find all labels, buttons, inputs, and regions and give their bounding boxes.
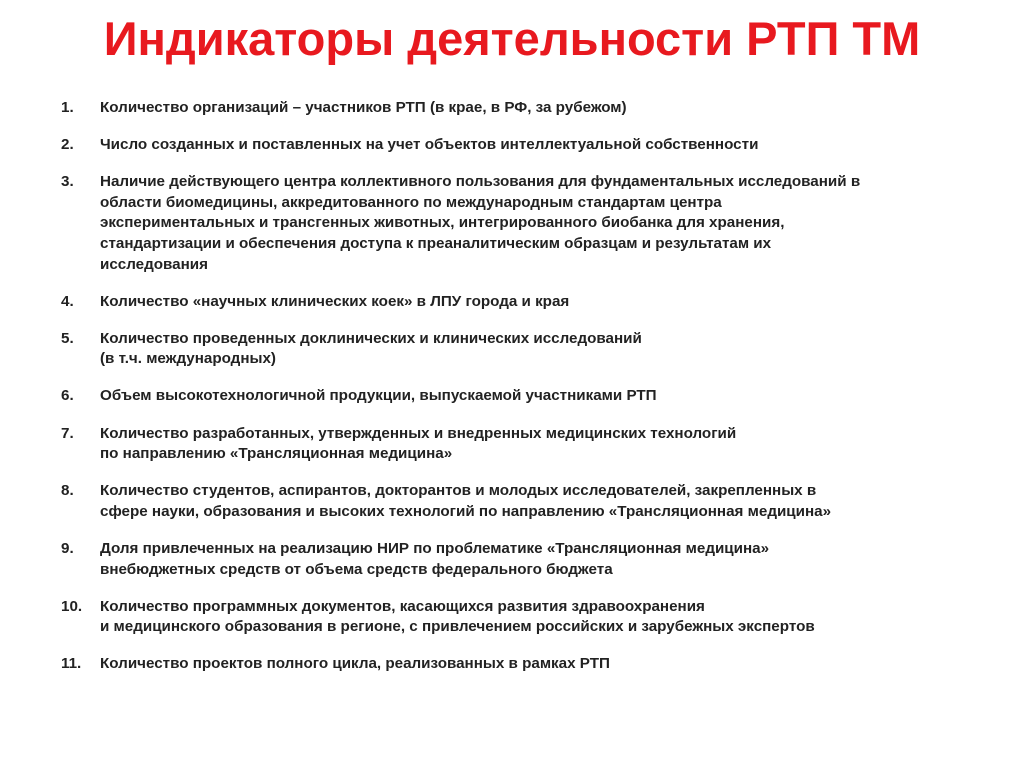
item-text <box>100 292 991 313</box>
item-text <box>100 539 991 580</box>
item-text <box>100 135 991 156</box>
item-text-line: стандартизации и обеспечения доступа к преаналитическим образцам и результатам их <box>100 234 772 252</box>
item-text <box>100 98 991 119</box>
item-text-line: Количество студентов, аспирантов, докторантов и молодых исследователей, закрепленных в <box>100 482 817 500</box>
item-text <box>100 172 991 275</box>
item-text <box>100 386 991 407</box>
item-text <box>100 329 991 370</box>
item-text <box>100 481 991 522</box>
item-text-line: Наличие действующего центра коллективного пользования для фундаментальных исследований в <box>100 173 861 191</box>
item-number: 10. <box>61 597 83 615</box>
item-text-line: (в т.ч. международных) <box>100 350 276 368</box>
item-number: 5. <box>61 329 74 347</box>
item-text-line: исследования <box>100 255 208 273</box>
item-text-line: и медицинского образования в регионе, с привлечением российских и зарубежных экспертов <box>100 618 815 636</box>
item-number: 7. <box>61 424 74 442</box>
list-item <box>61 292 991 313</box>
item-text-line: Количество разработанных, утвержденных и внедренных медицинских технологий <box>100 424 737 442</box>
list-item <box>61 135 991 156</box>
item-text-line: Доля привлеченных на реализацию НИР по проблематике «Трансляционная медицина» <box>100 539 770 557</box>
item-text-line: Число созданных и поставленных на учет объектов интеллектуальной собственности <box>100 136 759 154</box>
item-text-line: экспериментальных и трансгенных животных, интегрированного биобанка для хранения, <box>100 214 785 232</box>
item-text-line: Количество программных документов, касающихся развития здравоохранения <box>100 597 705 615</box>
item-number: 8. <box>61 482 74 500</box>
item-number: 1. <box>61 99 74 116</box>
list-item <box>61 172 991 275</box>
list-item <box>61 597 991 638</box>
list-item <box>61 329 991 370</box>
page-title: Индикаторы деятельности РТП ТМ <box>103 12 921 65</box>
item-text-line: Количество проектов полного цикла, реализованных в рамках РТП <box>100 655 610 673</box>
item-text-line: сфере науки, образования и высоких технологий по направлению «Трансляционная медицина» <box>100 502 832 520</box>
item-text-line: по направлению «Трансляционная медицина» <box>100 445 453 463</box>
item-text-line: Объем высокотехнологичной продукции, выпускаемой участниками РТП <box>100 387 657 405</box>
list-item <box>61 98 991 119</box>
item-number: 3. <box>61 173 74 191</box>
list-item <box>61 386 991 407</box>
item-text-line: Количество «научных клинических коек» в ЛПУ города и края <box>100 292 570 310</box>
item-number: 6. <box>61 387 74 405</box>
list-item <box>61 424 991 465</box>
indicator-list <box>61 98 991 691</box>
list-item <box>61 654 991 675</box>
item-number: 2. <box>61 136 74 154</box>
item-number: 11. <box>61 655 82 673</box>
item-text-line: Количество проведенных доклинических и клинических исследований <box>100 329 642 347</box>
item-number: 4. <box>61 292 74 310</box>
item-text <box>100 597 991 638</box>
item-number: 9. <box>61 539 74 557</box>
item-text <box>100 424 991 465</box>
list-item <box>61 539 991 580</box>
item-text-line: Количество организаций – участников РТП (в крае, в РФ, за рубежом) <box>100 99 627 116</box>
item-text-line: внебюджетных средств от объема средств федерального бюджета <box>100 560 613 578</box>
list-item <box>61 481 991 522</box>
item-text <box>100 654 991 675</box>
item-text-line: области биомедицины, аккредитованного по международным стандартам центра <box>100 193 722 211</box>
